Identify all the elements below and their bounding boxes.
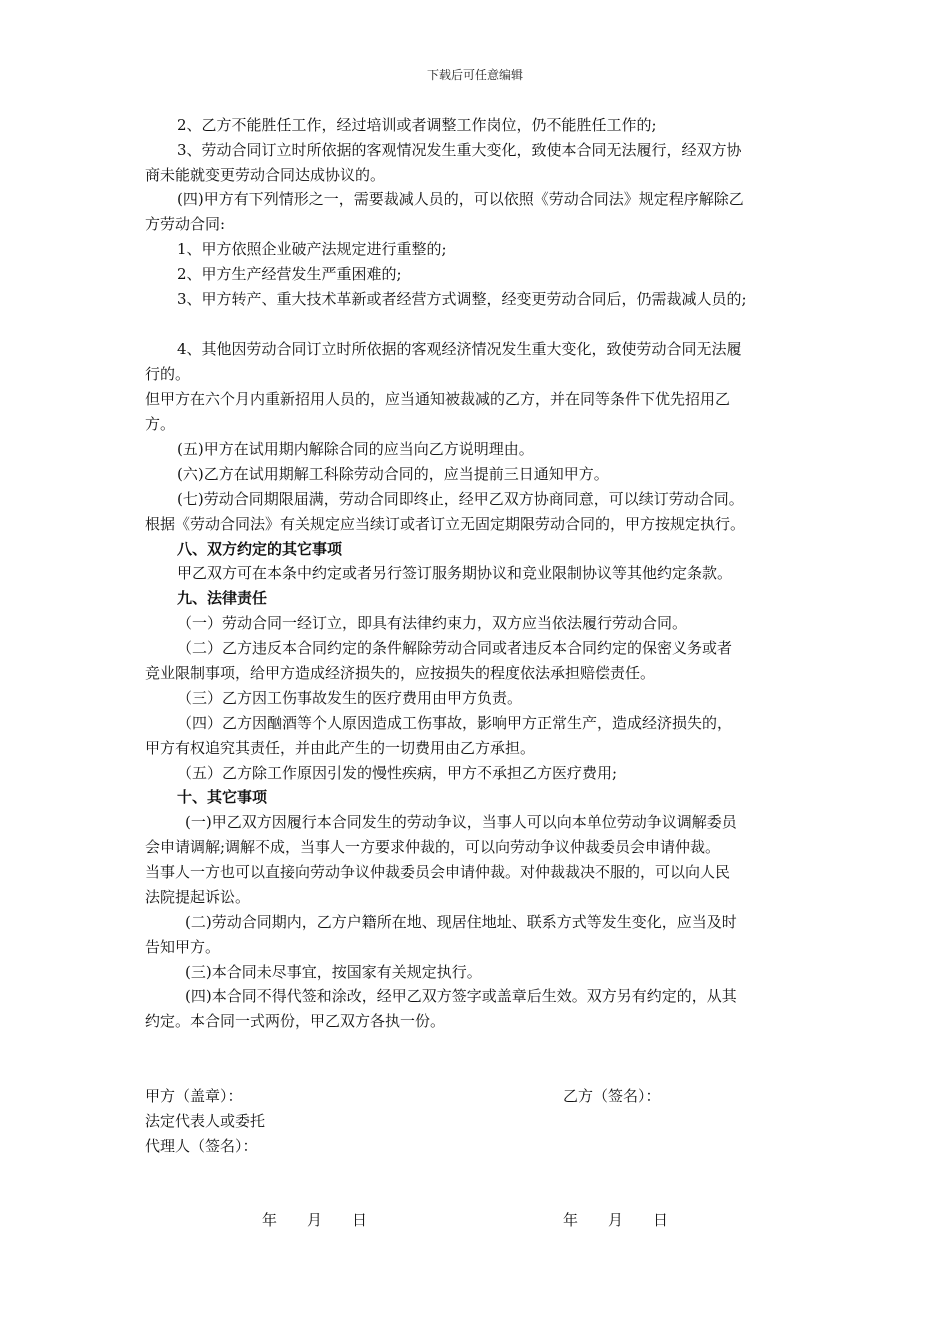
text-line: 当事人一方也可以直接向劳动争议仲裁委员会申请仲裁。对仲裁裁决不服的，可以向人民: [145, 863, 731, 881]
text-line: 商未能就变更劳动合同达成协议的。: [145, 166, 386, 184]
section-heading: 九、法律责任: [177, 589, 268, 607]
text-line: 但甲方在六个月内重新招用人员的，应当通知被裁减的乙方，并在同等条件下优先招用乙: [145, 390, 731, 408]
text-line: 4、其他因劳动合同订立时所依据的客观经济情况发生重大变化，致使劳动合同无法履: [177, 340, 742, 358]
text-line: 甲方有权追究其责任，并由此产生的一切费用由乙方承担。: [145, 739, 536, 757]
section-heading: 十、其它事项: [177, 788, 268, 806]
text-line: (四)甲方有下列情形之一，需要裁减人员的，可以依照《劳动合同法》规定程序解除乙: [177, 190, 744, 208]
text-line: 法院提起诉讼。: [145, 888, 251, 906]
text-line: 根据《劳动合同法》有关规定应当续订或者订立无固定期限劳动合同的，甲方按规定执行。: [145, 515, 746, 533]
text-line: 行的。: [145, 365, 191, 383]
text-line: (一)甲乙双方因履行本合同发生的劳动争议，当事人可以向本单位劳动争议调解委员: [185, 813, 737, 831]
text-line: 方。: [145, 415, 176, 433]
text-line: (四)本合同不得代签和涂改，经甲乙双方签字或盖章后生效。双方另有约定的，从其: [185, 987, 737, 1005]
text-line: 1、甲方依照企业破产法规定进行重整的;: [177, 240, 447, 258]
text-line: 2、乙方不能胜任工作，经过培训或者调整工作岗位，仍不能胜任工作的;: [177, 116, 657, 134]
text-line: 2、甲方生产经营发生严重困难的;: [177, 265, 402, 283]
party-a-seal-label: 甲方（盖章）：: [145, 1087, 243, 1105]
text-line: （二）乙方违反本合同约定的条件解除劳动合同或者违反本合同约定的保密义务或者: [177, 639, 733, 657]
text-line: 3、劳动合同订立时所依据的客观情况发生重大变化，致使本合同无法履行，经双方协: [177, 141, 742, 159]
text-line: (三)本合同未尽事宜，按国家有关规定执行。: [185, 963, 482, 981]
text-line: 方劳动合同:: [145, 215, 226, 233]
text-line: 约定。本合同一式两份，甲乙双方各执一份。: [145, 1012, 446, 1030]
text-line: （一）劳动合同一经订立，即具有法律约束力，双方应当依法履行劳动合同。: [177, 614, 688, 632]
representative-label-line1: 法定代表人或委托: [145, 1112, 266, 1130]
text-line: （三）乙方因工伤事故发生的医疗费用由甲方负责。: [177, 689, 523, 707]
text-line: (六)乙方在试用期解工科除劳动合同的，应当提前三日通知甲方。: [177, 465, 609, 483]
representative-label-line2: 代理人（签名）：: [145, 1137, 258, 1155]
text-line: （五）乙方除工作原因引发的慢性疾病，甲方不承担乙方医疗费用;: [177, 764, 618, 782]
text-line: 会申请调解;调解不成，当事人一方要求仲裁的，可以向劳动争议仲裁委员会申请仲裁。: [145, 838, 721, 856]
text-line: 3、甲方转产、重大技术革新或者经营方式调整，经变更劳动合同后，仍需裁减人员的;: [177, 290, 747, 308]
text-line: （四）乙方因酗酒等个人原因造成工伤事故，影响甲方正常生产，造成经济损失的，: [177, 714, 733, 732]
party-b-date: 年 月 日: [563, 1211, 669, 1229]
text-line: (七)劳动合同期限届满，劳动合同即终止，经甲乙双方协商同意，可以续订劳动合同。: [177, 490, 744, 508]
text-line: 竞业限制事项，给甲方造成经济损失的，应按损失的程度依法承担赔偿责任。: [145, 664, 656, 682]
text-line: 告知甲方。: [145, 938, 221, 956]
party-b-sign-label: 乙方（签名）：: [563, 1087, 661, 1105]
text-line: (二)劳动合同期内，乙方户籍所在地、现居住地址、联系方式等发生变化，应当及时: [185, 913, 737, 931]
section-heading: 八、双方约定的其它事项: [177, 540, 343, 558]
text-line: (五)甲方在试用期内解除合同的应当向乙方说明理由。: [177, 440, 534, 458]
text-line: 甲乙双方可在本条中约定或者另行签订服务期协议和竞业限制协议等其他约定条款。: [177, 564, 733, 582]
header-note: 下载后可任意编辑: [426, 68, 523, 82]
party-a-date: 年 月 日: [262, 1211, 368, 1229]
